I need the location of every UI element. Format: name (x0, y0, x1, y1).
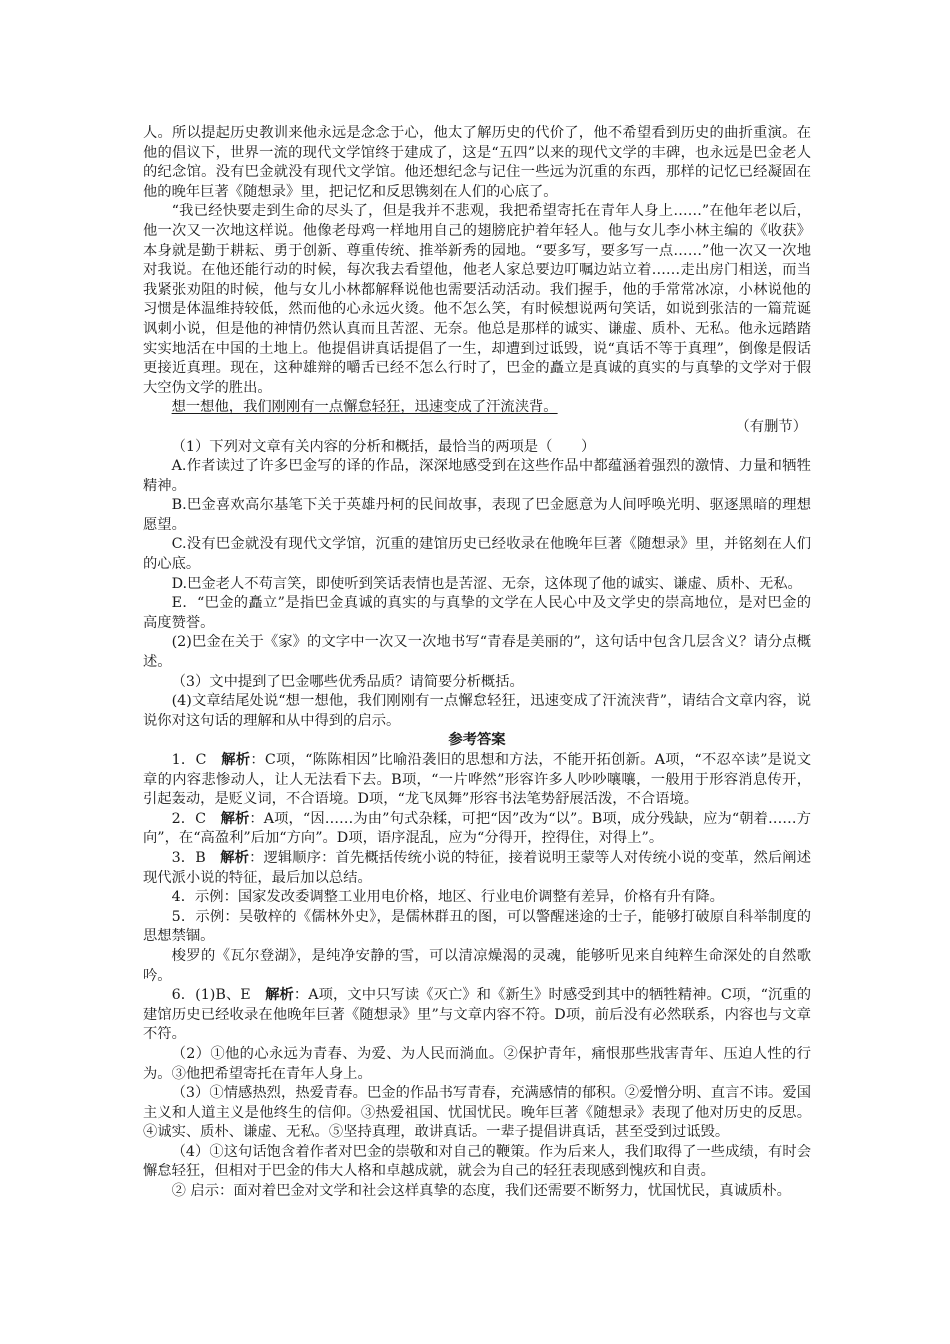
answer-4: 4．示例：国家发改委调整工业用电价格，地区、行业电价调整有差异，价格有升有降。 (171, 889, 724, 906)
answer-6-3: （3）①情感热烈，热爱青春。巴金的作品书写青春，充满感情的郁积。②爱憎分明、直言不讳。爱国主义和人道主义是他终生的信仰。③热爱祖国、忧国忧民。晚年巨著《随想录》表现了他对历史的反思。④诚实、质朴、谦虚、无私。⑤坚持真理，敢讲真话。一辈子提倡讲真话，甚至受到过诋毁。 (143, 1085, 811, 1141)
document-page (143, 124, 811, 1202)
answer-2-label: 解析 (220, 810, 250, 827)
answers-heading: 参考答案 (448, 732, 506, 749)
answer-6-label: 解析 (265, 987, 294, 1004)
passage-paragraph-2: “我已经快要走到生命的尽头了，但是我并不悲观，我把希望寄托在青年人身上……”在他年老以后，他一次又一次地这样说。他像老母鸡一样地用自己的翅膀庇护着年轻人。他与女儿李小林主编的《收获》本身就是勤于耕耘、勇于创新、尊重传统、推举新秀的园地。“要多写，要多写一点……”他一次又一次地对我说。在他还能行动的时候，每次我去看望他，他老人家总要边叮嘱边站立着……走出房门相送，而当我紧张劝阻的时候，他与女儿小林都解释说他也需要活动活动。我们握手，他的手常常冰凉，小林说他的习惯是体温维持较低，然而他的心永远火烫。他不怎么笑，有时候想说两句笑话，如说到张洁的一篇荒诞讽刺小说，但是他的神情仍然认真而且苦涩、无奈。他总是那样的诚实、谦虚、质朴、无私。他永远踏踏实实地活在中国的土地上。他提倡讲真话提倡了一生，却遭到过诋毁，说“真话不等于真理”，倒像是假话更接近真理。现在，这种雄辩的嚼舌已经不怎么行时了，巴金的矗立是真诚的真实的与真挚的文学对于假大空伪文学的胜出。 (143, 203, 811, 396)
passage-closing-line (143, 398, 811, 418)
answer-6-1 (143, 986, 811, 1045)
answer-1-text: ：C项，“陈陈相因”比喻沿袭旧的思想和方法，不能开拓创新。A项，“不忍卒读”是说文章的内容悲惨动人，让人无法看下去。B项，“一片哗然”形容许多人吵吵嚷嚷，一般用于形容消息传开，引起轰动，是贬义词，不合语境。D项，“龙飞凤舞”形容书法笔势舒展活泼，不合语境。 (143, 752, 812, 808)
question-1: （1）下列对文章有关内容的分析和概括，最恰当的两项是（ ） (171, 438, 596, 455)
abridged-note: （有删节） (735, 418, 807, 435)
option-b: B.巴金喜欢高尔基笔下关于英雄丹柯的民间故事，表现了巴金愿意为人间呼唤光明、驱逐黑暗的理想愿望。 (143, 497, 811, 533)
answer-2 (143, 810, 811, 849)
question-4: (4)文章结尾处说“想一想他，我们刚刚有一点懈怠轻狂，迅速变成了汗流浃背”，请结合文章内容，说说你对这句话的理解和从中得到的启示。 (143, 693, 811, 729)
option-e: E．“巴金的矗立”是指巴金真诚的真实的与真挚的文学在人民心中及文学史的崇高地位，是对巴金的高度赞誉。 (143, 595, 811, 631)
option-c: C.没有巴金就没有现代文学馆，沉重的建馆历史已经收录在他晚年巨著《随想录》里，并铭刻在人们的心底。 (143, 536, 811, 573)
answer-1-number: 1．C (171, 752, 222, 768)
passage-paragraph-1: 人。所以提起历史教训来他永远是念念于心，他太了解历史的代价了，他不希望看到历史的曲折重演。在他的倡议下，世界一流的现代文学馆终于建成了，这是“五四”以来的现代文学的丰碑，也永远是巴金老人的纪念馆。没有巴金就没有现代文学馆。他还想纪念与记住一些远为沉重的东西，那样的记忆已经凝固在他的晚年巨著《随想录》里，把记忆和反思镌刻在人们的心底了。 (143, 125, 811, 200)
answer-3-label: 解析 (220, 849, 250, 866)
answer-3-text: ：逻辑顺序：首先概括传统小说的特征，接着说明王蒙等人对传统小说的变革，然后阐述现代派小说的特征，最后加以总结。 (143, 849, 811, 886)
option-d: D.巴金老人不苟言笑，即使听到笑话表情也是苦涩、无奈，这体现了他的诚实、谦虚、质朴、无私。 (171, 575, 802, 592)
answer-2-number: 2．C (171, 810, 221, 827)
answer-6-4-insight: ② 启示：面对着巴金对文学和社会这样真挚的态度，我们还需要不断努力，忧国忧民，真诚质朴。 (171, 1183, 791, 1200)
answer-3-number: 3．B (171, 849, 221, 866)
option-a: A.作者读过了许多巴金写的译的作品，深深地感受到在这些作品中都蕴涵着强烈的激情、力量和牺牲精神。 (143, 458, 811, 494)
answer-6-2: （2）①他的心永远为青春、为爱、为人民而淌血。②保护青年，痛恨那些戕害青年、压迫人性的行为。③他把希望寄托在青年人身上。 (143, 1045, 811, 1082)
answer-1-label: 解析 (221, 752, 251, 768)
answer-2-text: ：A项，“因……为由”句式杂糅，可把“因”改为“以”。B项，成分残缺，应为“朝着……方向”，在“高盈利”后加“方向”。D项，语序混乱，应为“分得开，控得住，对得上”。 (143, 810, 811, 847)
answer-5: 5．示例：吴敬梓的《儒林外史》，是儒林群丑的图，可以警醒迷途的士子，能够打破原自科举制度的思想禁锢。 (143, 908, 811, 945)
question-2: (2)巴金在关于《家》的文字中一次又一次地书写“青春是美丽的”，这句话中包含几层含义？请分点概述。 (143, 634, 811, 671)
answer-6-4: （4）①这句话饱含着作者对巴金的崇敬和对自己的鞭策。作为后来人，我们取得了一些成绩，有时会懈怠轻狂，但相对于巴金的伟大人格和卓越成就，就会为自己的轻狂表现感到愧疚和自责。 (143, 1143, 811, 1180)
answer-6-number: 6．(1)B、E (171, 987, 266, 1004)
answer-1 (143, 751, 811, 810)
answer-5-second: 梭罗的《瓦尔登湖》，是纯净安静的雪，可以清凉燥渴的灵魂，能够听见来自纯粹生命深处的自然歌吟。 (143, 947, 811, 984)
underlined-sentence: 想一想他，我们刚刚有一点懈怠轻狂，迅速变成了汗流浃背。 (171, 399, 558, 416)
answer-3 (143, 849, 811, 888)
question-3: （3）文中提到了巴金哪些优秀品质？请简要分析概括。 (171, 673, 524, 690)
answer-6-text: ：A项，文中只写读《灭亡》和《新生》时感受到其中的牺牲精神。C项，“沉重的建馆历史已经收录在他晚年巨著《随想录》里”与文章内容不符。D项，前后没有必然联系，内容也与文章不符。 (143, 987, 812, 1043)
